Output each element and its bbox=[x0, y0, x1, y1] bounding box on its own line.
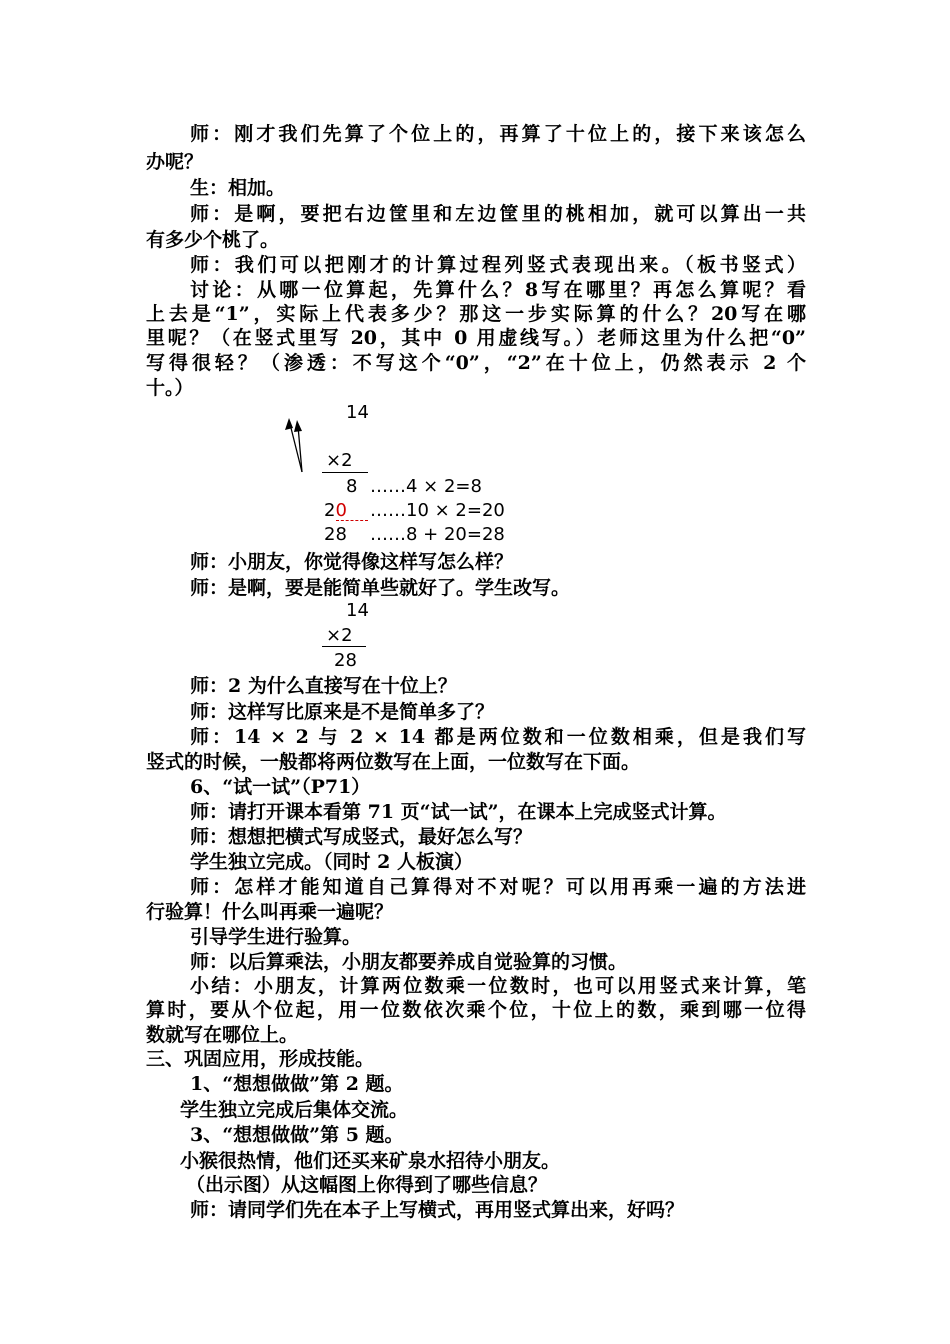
paragraph-line: 数就写在哪位上。 bbox=[146, 1024, 299, 1046]
step-note: ……10 × 2=20 bbox=[370, 500, 505, 521]
paragraph-line: 师：这样写比原来是不是简单多了？ bbox=[190, 701, 495, 723]
paragraph-line: 引导学生进行验算。 bbox=[190, 926, 362, 948]
paragraph-line: 师：小朋友，你觉得像这样写怎么样？ bbox=[190, 551, 514, 573]
paragraph-line: 竖式的时候，一般都将两位数写在上面，一位数写在下面。 bbox=[146, 751, 641, 773]
calc-multiplicand: 14 bbox=[346, 600, 369, 621]
calc-result: 28 bbox=[324, 524, 347, 545]
tens-digit: 2 bbox=[324, 500, 336, 521]
paragraph-line: 行验算！什么叫再乘一遍呢？ bbox=[146, 901, 394, 923]
calc-multiplicand: 14 bbox=[346, 402, 369, 423]
paragraph-line: 师：是啊，要是能简单些就好了。学生改写。 bbox=[190, 577, 571, 599]
paragraph-line: 师：是啊，要把右边筐里和左边筐里的桃相加，就可以算出一共 bbox=[190, 203, 806, 225]
paragraph-line: 师：请同学们先在本子上写横式，再用竖式算出来，好吗？ bbox=[190, 1199, 685, 1221]
paragraph-line: 写得很轻？（渗透：不写这个“0”，“2”在十位上，仍然表示 2 个 bbox=[146, 352, 806, 374]
paragraph-line: 师：以后算乘法，小朋友都要养成自觉验算的习惯。 bbox=[190, 951, 628, 973]
section-heading: 三、巩固应用，形成技能。 bbox=[146, 1048, 375, 1070]
paragraph-line: 上去是“1”，实际上代表多少？那这一步实际算的什么？20写在哪 bbox=[146, 303, 806, 325]
partial-product-ones: 8 bbox=[346, 476, 358, 497]
exercise-heading: 3、“想想做做”第 5 题。 bbox=[190, 1124, 404, 1146]
light-zero: 0 bbox=[335, 500, 347, 521]
calc-rule bbox=[322, 472, 368, 473]
double-up-arrow-icon bbox=[282, 418, 312, 474]
calc-multiplier: ×2 bbox=[326, 450, 353, 471]
paragraph-line: 小结：小朋友，计算两位数乘一位数时，也可以用竖式来计算，笔 bbox=[190, 975, 806, 997]
section-heading: 6、“试一试”（P71） bbox=[190, 776, 371, 798]
dashed-underline bbox=[336, 520, 368, 521]
step-note: ……4 × 2=8 bbox=[370, 476, 482, 497]
paragraph-line: 学生独立完成。（同时 2 人板演） bbox=[190, 851, 473, 873]
paragraph-line: 师：请打开课本看第 71 页“试一试”，在课本上完成竖式计算。 bbox=[190, 801, 727, 823]
paragraph-line: 师：想想把横式写成竖式，最好怎么写？ bbox=[190, 826, 533, 848]
paragraph-line: 里呢？（在竖式里写 20，其中 0 用虚线写。）老师这里为什么把“0” bbox=[146, 327, 806, 349]
paragraph-line: 有多少个桃了。 bbox=[146, 229, 280, 251]
paragraph-line: 师：我们可以把刚才的计算过程列竖式表现出来。（板书竖式） bbox=[190, 254, 806, 276]
paragraph-line: 师：14 × 2 与 2 × 14 都是两位数和一位数相乘，但是我们写 bbox=[190, 726, 806, 748]
paragraph-line: 算时，要从个位起，用一位数依次乘个位，十位上的数，乘到哪一位得 bbox=[146, 999, 806, 1021]
calc-multiplier: ×2 bbox=[326, 625, 353, 646]
paragraph-line: 师：2 为什么直接写在十位上？ bbox=[190, 675, 457, 697]
paragraph-line: 办呢？ bbox=[146, 151, 204, 173]
paragraph-line: 讨论：从哪一位算起，先算什么？8写在哪里？再怎么算呢？看 bbox=[190, 279, 806, 301]
partial-product-tens bbox=[324, 500, 347, 522]
paragraph-line: （出示图）从这幅图上你得到了哪些信息？ bbox=[186, 1174, 548, 1196]
calc-rule bbox=[322, 646, 366, 647]
step-note: ……8 + 20=28 bbox=[370, 524, 505, 545]
paragraph-line: 师：刚才我们先算了个位上的，再算了十位上的，接下来该怎么 bbox=[190, 123, 806, 145]
paragraph-line: 师：怎样才能知道自己算得对不对呢？可以用再乘一遍的方法进 bbox=[190, 876, 806, 898]
paragraph-line: 生：相加。 bbox=[190, 177, 286, 199]
paragraph-line: 十。） bbox=[146, 377, 194, 399]
paragraph-line: 小猴很热情，他们还买来矿泉水招待小朋友。 bbox=[180, 1150, 561, 1172]
exercise-heading: 1、“想想做做”第 2 题。 bbox=[190, 1073, 404, 1095]
calc-result: 28 bbox=[334, 650, 357, 671]
paragraph-line: 学生独立完成后集体交流。 bbox=[180, 1099, 409, 1121]
